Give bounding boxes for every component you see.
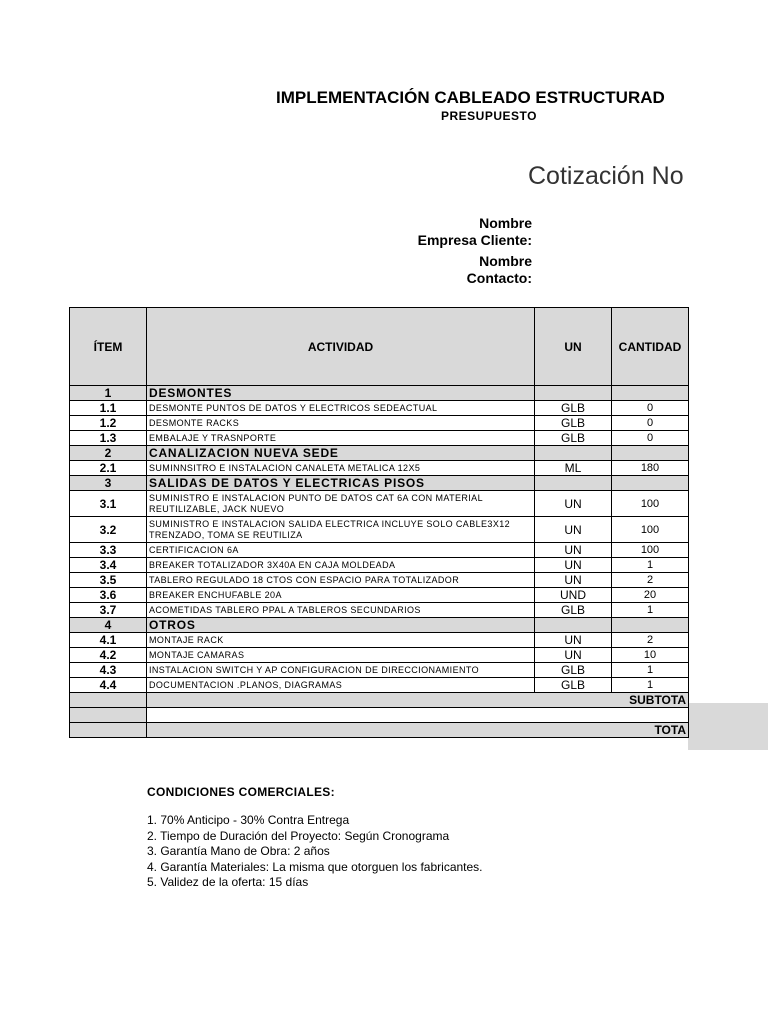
unit-cell xyxy=(535,476,612,491)
quantity-cell: 180 xyxy=(612,461,689,476)
unit-cell: GLB xyxy=(535,603,612,618)
quantity-cell: 1 xyxy=(612,558,689,573)
table-row xyxy=(70,588,689,603)
unit-cell xyxy=(535,386,612,401)
table-row xyxy=(70,573,689,588)
blank-cell xyxy=(70,708,147,723)
commercial-conditions xyxy=(147,785,483,891)
quantity-cell: 1 xyxy=(612,678,689,693)
item-cell: 3.6 xyxy=(70,588,147,603)
condition-line: 2. Tiempo de Duración del Proyecto: Según Cronograma xyxy=(147,828,450,843)
blank-cell xyxy=(70,723,147,738)
subtotal-row-label: SUBTOTA xyxy=(147,693,689,708)
quantity-cell xyxy=(612,386,689,401)
item-cell: 1 xyxy=(70,386,147,401)
quantity-cell: 2 xyxy=(612,573,689,588)
activity-cell: DOCUMENTACION .PLANOS, DIAGRAMAS xyxy=(147,678,535,693)
unit-cell: UN xyxy=(535,491,612,517)
unit-cell: UN xyxy=(535,648,612,663)
quote-number-label: Cotización No xyxy=(528,162,684,190)
budget-table xyxy=(69,307,689,738)
activity-cell: DESMONTE PUNTOS DE DATOS Y ELECTRICOS SEDEACTUAL xyxy=(147,401,535,416)
table-row xyxy=(70,663,689,678)
total-row xyxy=(70,723,689,738)
item-cell: 2 xyxy=(70,446,147,461)
header-quantity: CANTIDAD xyxy=(612,308,689,386)
document-subtitle: PRESUPUESTO xyxy=(441,109,537,123)
activity-cell: ACOMETIDAS TABLERO PPAL A TABLEROS SECUNDARIOS xyxy=(147,603,535,618)
table-row xyxy=(70,461,689,476)
item-cell: 3.7 xyxy=(70,603,147,618)
client-contact-label-line1: Nombre xyxy=(479,253,532,269)
section-row xyxy=(70,618,689,633)
document-title: IMPLEMENTACIÓN CABLEADO ESTRUCTURAD xyxy=(276,88,665,107)
spacer-row xyxy=(70,708,689,723)
item-cell: 2.1 xyxy=(70,461,147,476)
conditions-title: CONDICIONES COMERCIALES: xyxy=(147,785,335,799)
unit-cell: UN xyxy=(535,558,612,573)
item-cell: 4.2 xyxy=(70,648,147,663)
activity-cell: BREAKER ENCHUFABLE 20A xyxy=(147,588,535,603)
activity-cell: CERTIFICACION 6A xyxy=(147,543,535,558)
client-company-label-line2: Empresa Cliente: xyxy=(417,232,532,248)
quantity-cell xyxy=(612,446,689,461)
table-row xyxy=(70,431,689,446)
table-row xyxy=(70,543,689,558)
quantity-cell: 2 xyxy=(612,633,689,648)
quantity-cell xyxy=(612,476,689,491)
unit-cell: UN xyxy=(535,543,612,558)
table-row xyxy=(70,648,689,663)
unit-cell: UND xyxy=(535,588,612,603)
activity-cell: SUMINNSITRO E INSTALACION CANALETA METALICA 12X5 xyxy=(147,461,535,476)
item-cell: 3.2 xyxy=(70,517,147,543)
subtotal-row xyxy=(70,693,689,708)
item-cell: 3.5 xyxy=(70,573,147,588)
item-cell: 1.2 xyxy=(70,416,147,431)
table-row xyxy=(70,416,689,431)
unit-cell: GLB xyxy=(535,416,612,431)
unit-cell: UN xyxy=(535,633,612,648)
activity-cell: CANALIZACION NUEVA SEDE xyxy=(147,446,535,461)
unit-cell xyxy=(535,618,612,633)
section-row xyxy=(70,386,689,401)
section-row xyxy=(70,476,689,491)
total-row-label: TOTA xyxy=(147,723,689,738)
condition-line: 1. 70% Anticipo - 30% Contra Entrega xyxy=(147,813,350,827)
table-row xyxy=(70,558,689,573)
table-row xyxy=(70,633,689,648)
item-cell: 3.3 xyxy=(70,543,147,558)
quantity-cell: 0 xyxy=(612,416,689,431)
item-cell: 4.4 xyxy=(70,678,147,693)
table-row xyxy=(70,401,689,416)
unit-cell: GLB xyxy=(535,431,612,446)
quantity-cell: 100 xyxy=(612,517,689,543)
header-activity: ACTIVIDAD xyxy=(147,308,535,386)
table-row xyxy=(70,517,689,543)
client-contact-label-line2: Contacto: xyxy=(466,270,532,286)
unit-cell: GLB xyxy=(535,663,612,678)
unit-cell: GLB xyxy=(535,401,612,416)
client-company-label-line1: Nombre xyxy=(479,215,532,231)
item-cell: 3 xyxy=(70,476,147,491)
item-cell: 3.1 xyxy=(70,491,147,517)
unit-cell: UN xyxy=(535,573,612,588)
quantity-cell: 0 xyxy=(612,401,689,416)
header-unit: UN xyxy=(535,308,612,386)
quantity-cell: 20 xyxy=(612,588,689,603)
activity-cell: EMBALAJE Y TRASNPORTE xyxy=(147,431,535,446)
condition-line: 5. Validez de la oferta: 15 días xyxy=(147,875,309,889)
table-row xyxy=(70,603,689,618)
activity-cell: SALIDAS DE DATOS Y ELECTRICAS PISOS xyxy=(147,476,535,491)
blank-cell xyxy=(70,693,147,708)
quantity-cell: 100 xyxy=(612,491,689,517)
activity-cell: DESMONTES xyxy=(147,386,535,401)
activity-cell: SUMINISTRO E INSTALACION PUNTO DE DATOS CAT 6A CON MATERIAL REUTILIZABLE, JACK NUEVO xyxy=(147,491,535,517)
condition-line: 3. Garantía Mano de Obra: 2 años xyxy=(147,844,330,858)
activity-cell: MONTAJE CAMARAS xyxy=(147,648,535,663)
item-cell: 3.4 xyxy=(70,558,147,573)
activity-cell: SUMINISTRO E INSTALACION SALIDA ELECTRICA INCLUYE SOLO CABLE3X12 TRENZADO, TOMA SE REUTILIZA xyxy=(147,517,535,543)
quantity-cell: 1 xyxy=(612,663,689,678)
activity-cell: OTROS xyxy=(147,618,535,633)
spacer-row-label xyxy=(147,708,689,723)
activity-cell: MONTAJE RACK xyxy=(147,633,535,648)
quantity-cell xyxy=(612,618,689,633)
activity-cell: TABLERO REGULADO 18 CTOS CON ESPACIO PARA TOTALIZADOR xyxy=(147,573,535,588)
condition-line: 4. Garantía Materiales: La misma que otorguen los fabricantes. xyxy=(147,859,483,874)
header-item: ÍTEM xyxy=(70,308,147,386)
activity-cell: INSTALACION SWITCH Y AP CONFIGURACION DE DIRECCIONAMIENTO xyxy=(147,663,535,678)
unit-cell: UN xyxy=(535,517,612,543)
totals-overflow-cell xyxy=(688,703,768,750)
item-cell: 1.1 xyxy=(70,401,147,416)
quantity-cell: 10 xyxy=(612,648,689,663)
unit-cell: GLB xyxy=(535,678,612,693)
item-cell: 4.1 xyxy=(70,633,147,648)
table-header-row xyxy=(70,308,689,386)
quantity-cell: 1 xyxy=(612,603,689,618)
item-cell: 1.3 xyxy=(70,431,147,446)
activity-cell: DESMONTE RACKS xyxy=(147,416,535,431)
quantity-cell: 100 xyxy=(612,543,689,558)
unit-cell xyxy=(535,446,612,461)
table-row xyxy=(70,678,689,693)
table-row xyxy=(70,491,689,517)
unit-cell: ML xyxy=(535,461,612,476)
section-row xyxy=(70,446,689,461)
item-cell: 4.3 xyxy=(70,663,147,678)
item-cell: 4 xyxy=(70,618,147,633)
activity-cell: BREAKER TOTALIZADOR 3X40A EN CAJA MOLDEADA xyxy=(147,558,535,573)
quantity-cell: 0 xyxy=(612,431,689,446)
